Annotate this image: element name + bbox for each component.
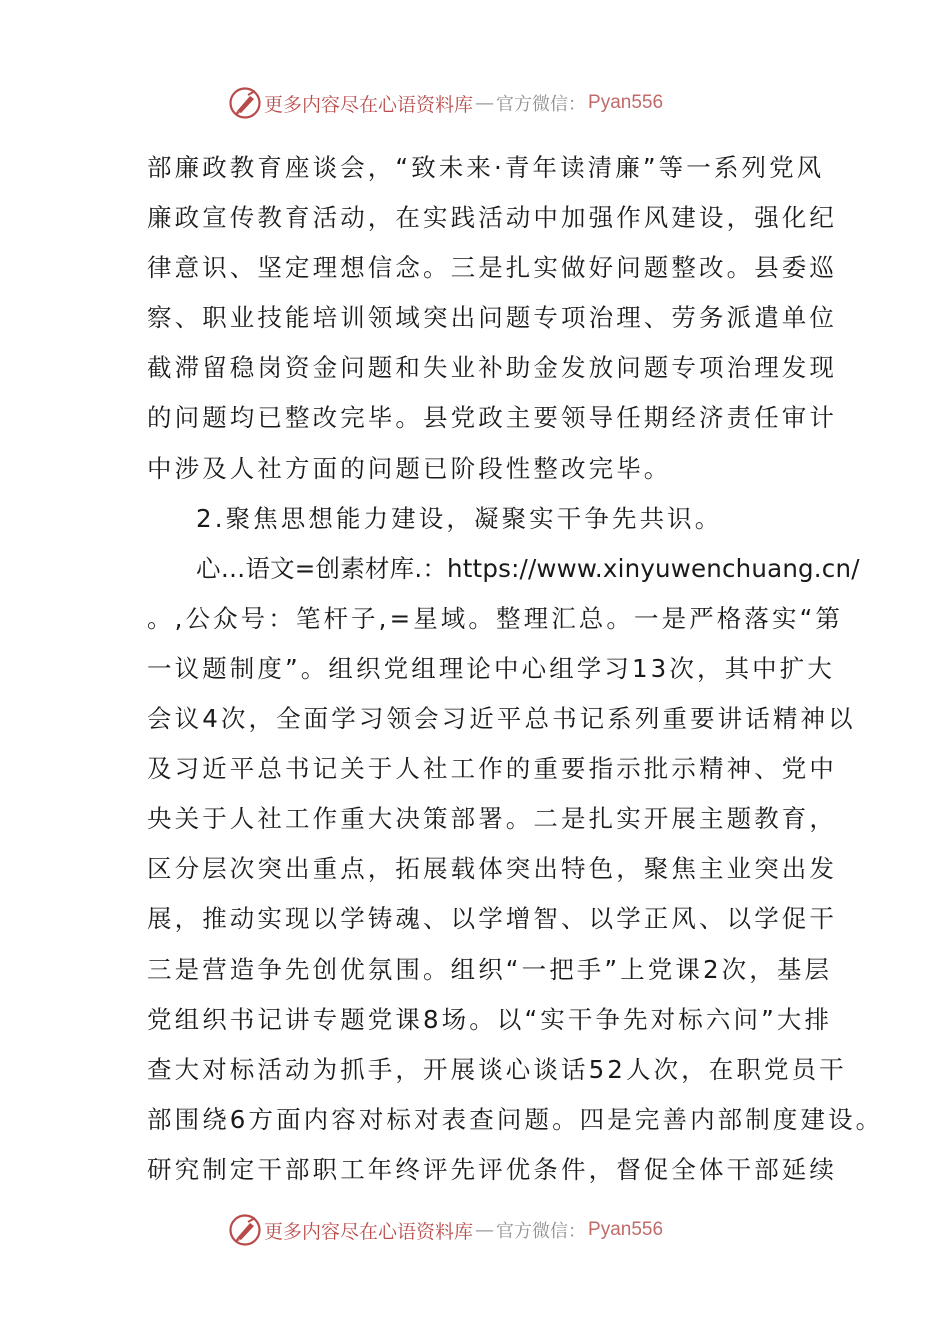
- section-heading: 2.聚焦思想能力建设，凝聚实干争先共识。: [196, 503, 723, 533]
- footer-banner: [228, 1212, 748, 1248]
- wechat-label: 官方微信：: [496, 1221, 587, 1242]
- text-line: 研究制定干部职工年终评先评优条件，督促全体干部延续: [147, 1154, 837, 1184]
- text-line: 一议题制度”。组织党组理论中心组学习13次，其中扩大: [147, 653, 835, 683]
- text-line: 察、职业技能培训领域突出问题专项治理、劳务派遣单位: [147, 303, 837, 333]
- text-line: 廉政宣传教育活动，在实践活动中加强作风建设，强化纪: [147, 203, 837, 233]
- text-line: 会议4次，全面学习领会习近平总书记系列重要讲话精神以: [147, 704, 856, 734]
- wechat-id: Pyan556: [588, 92, 664, 113]
- document-body: [147, 143, 884, 1195]
- text-line: 截滞留稳岗资金问题和失业补助金发放问题专项治理发现: [147, 353, 837, 383]
- text-line: 央关于人社工作重大决策部署。二是扎实开展主题教育，: [147, 804, 837, 834]
- banner-separator: —: [475, 1219, 495, 1241]
- text-line: 部围绕6方面内容对标对表查问题。四是完善内部制度建设。: [147, 1104, 884, 1134]
- text-line: 部廉政教育座谈会，“致未来·青年读清廉”等一系列党风: [147, 153, 825, 182]
- text-line: 的问题均已整改完毕。县党政主要领导任期经济责任审计: [147, 403, 837, 433]
- text-line: 心…语文=创素材库.：https://www.xinyuwenchuang.cn/: [196, 553, 860, 583]
- promo-text: 更多内容尽在心语资料库: [264, 1220, 474, 1243]
- text-line: 查大对标活动为抓手，开展谈心谈话52人次，在职党员干: [147, 1054, 847, 1084]
- text-line: 律意识、坚定理想信念。三是扎实做好问题整改。县委巡: [147, 253, 837, 283]
- text-line: 展，推动实现以学铸魂、以学增智、以学正风、以学促干: [147, 904, 837, 934]
- text-line: 中涉及人社方面的问题已阶段性整改完毕。: [147, 453, 672, 483]
- pen-logo-icon: [228, 1213, 262, 1247]
- text-line: 。,公众号：笔杆子,=星域。整理汇总。一是严格落实“第: [147, 603, 843, 633]
- text-line: 三是营造争先创优氛围。组织“一把手”上党课2次，基层: [147, 954, 833, 984]
- wechat-id: Pyan556: [588, 1219, 664, 1240]
- text-line: 党组织书记讲专题党课8场。以“实干争先对标六问”大排: [147, 1004, 833, 1034]
- header-banner: [228, 85, 748, 121]
- promo-text: 更多内容尽在心语资料库: [264, 93, 474, 116]
- pen-logo-icon: [228, 86, 262, 120]
- text-line: 区分层次突出重点，拓展载体突出特色，聚焦主业突出发: [147, 854, 837, 884]
- banner-separator: —: [475, 92, 495, 114]
- text-line: 及习近平总书记关于人社工作的重要指示批示精神、党中: [147, 754, 837, 784]
- wechat-label: 官方微信：: [496, 94, 587, 115]
